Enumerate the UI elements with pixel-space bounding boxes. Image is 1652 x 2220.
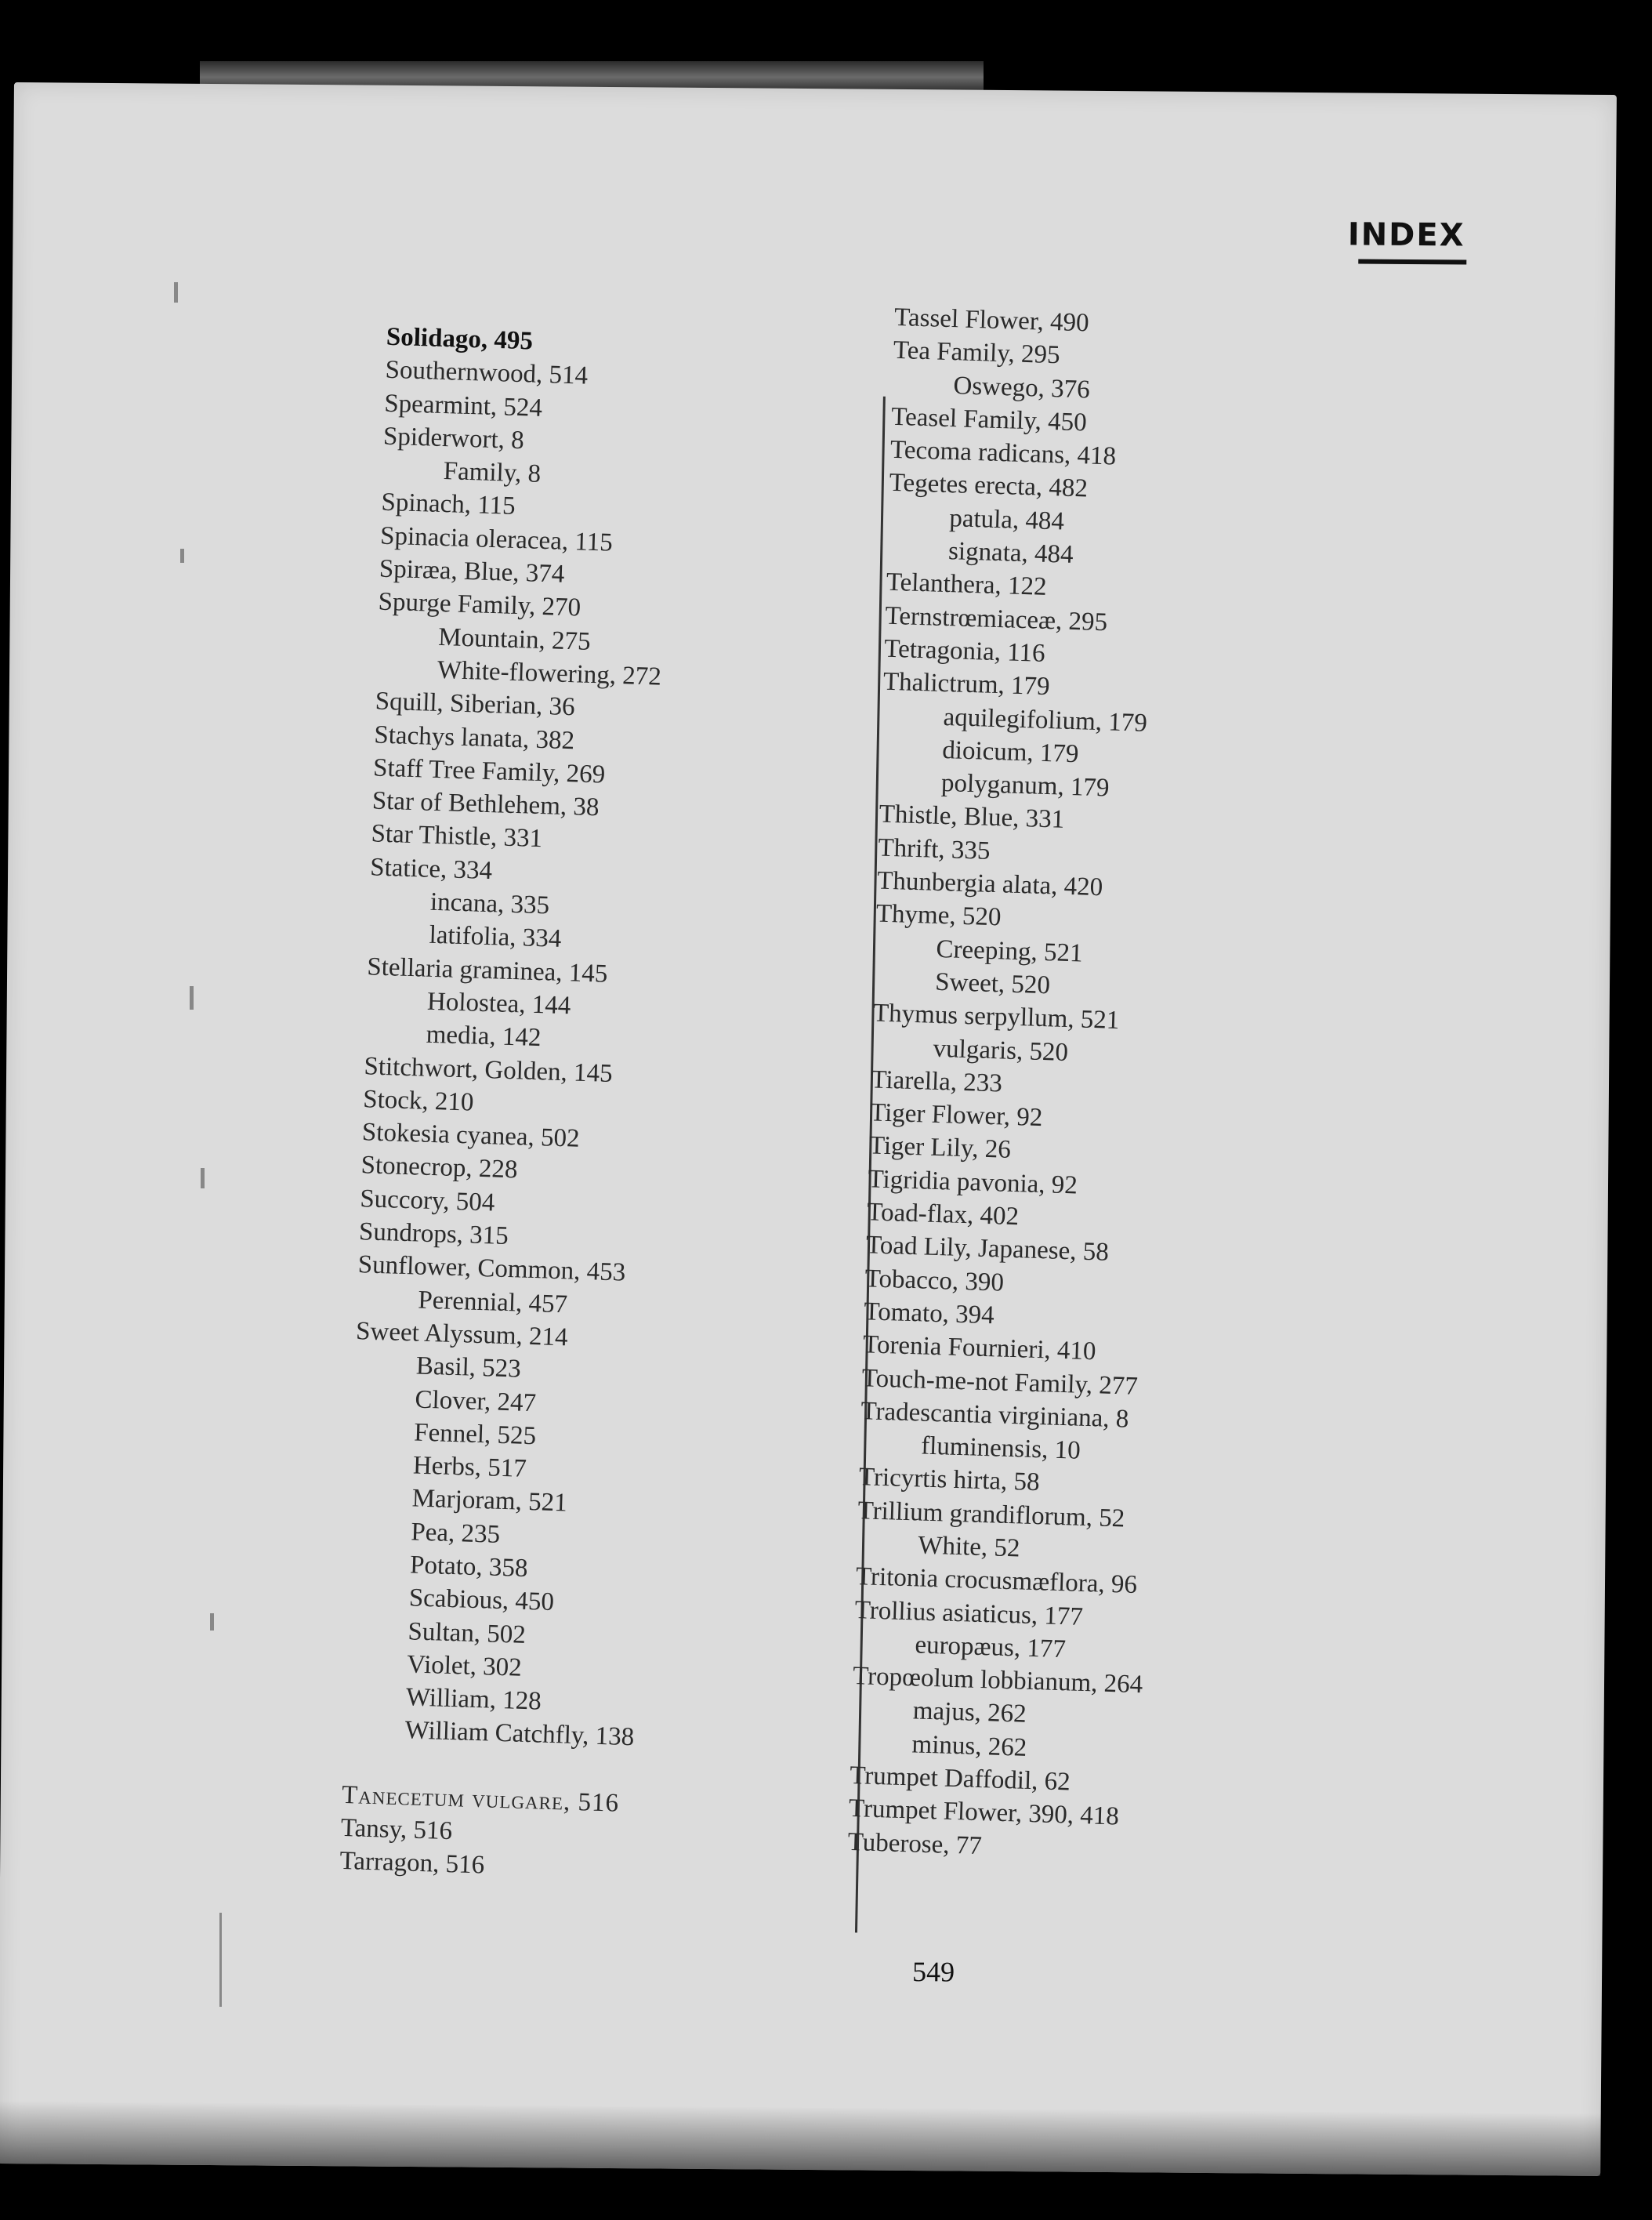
index-entry: Thrift, 335 (877, 833, 991, 865)
index-entry: Spinach, 115 (380, 488, 516, 521)
index-entry: Stock, 210 (362, 1085, 474, 1117)
running-header-title: INDEX (1347, 216, 1465, 254)
index-entry: Tanecetum vulgare, 516 (341, 1780, 620, 1818)
index-subentry: incana, 335 (429, 887, 550, 920)
index-entry: Stokesia cyanea, 502 (361, 1118, 581, 1153)
index-entry: Sweet Alyssum, 214 (355, 1317, 569, 1352)
scan-speck (190, 986, 194, 1010)
index-subentry: Oswego, 376 (953, 371, 1091, 404)
index-subentry: William Catchfly, 138 (404, 1716, 635, 1752)
index-entry: Tecoma radicans, 418 (889, 435, 1117, 471)
index-subentry: Marjoram, 521 (411, 1484, 568, 1518)
index-subentry: fluminensis, 10 (920, 1431, 1081, 1465)
index-entry: Star of Bethlehem, 38 (371, 786, 600, 822)
index-subentry: patula, 484 (948, 503, 1065, 536)
index-entry: Tiger Flower, 92 (869, 1098, 1043, 1133)
index-entry: Touch-me-not Family, 277 (861, 1363, 1139, 1401)
index-entry: Thyme, 520 (875, 899, 1002, 932)
index-entry: Stitchwort, Golden, 145 (364, 1051, 614, 1088)
index-entry: Thistle, Blue, 331 (879, 800, 1065, 835)
index-entry: Statice, 334 (369, 853, 493, 885)
index-entry: Telanthera, 122 (886, 568, 1048, 602)
index-subentry: vulgaris, 520 (933, 1034, 1069, 1067)
index-entry: Spinacia oleracea, 115 (379, 521, 614, 557)
index-entry: Tassel Flower, 490 (893, 303, 1090, 338)
index-entry: Torenia Fournieri, 410 (862, 1330, 1096, 1366)
index-entry: Tarragon, 516 (339, 1847, 485, 1880)
index-subentry: William, 128 (405, 1683, 542, 1716)
index-entry: Tiger Lily, 26 (868, 1131, 1012, 1165)
index-entry: Trumpet Flower, 390, 418 (848, 1794, 1120, 1831)
index-entry: Spearmint, 524 (383, 389, 543, 423)
index-subentry: Family, 8 (443, 457, 542, 489)
index-entry: Tetragonia, 116 (883, 634, 1046, 668)
index-subentry: Scabious, 450 (408, 1583, 555, 1617)
scan-speck (201, 1168, 205, 1188)
index-subentry: White, 52 (917, 1531, 1021, 1563)
index-subentry: Sultan, 502 (408, 1616, 527, 1649)
index-entry: Tuberose, 77 (847, 1827, 983, 1860)
index-entry: Tobacco, 390 (864, 1264, 1005, 1297)
scan-speck (174, 282, 178, 303)
index-entry: Succory, 504 (359, 1184, 495, 1217)
index-entry: Spiderwort, 8 (382, 422, 525, 455)
index-entry: Ternstrœmiaceæ, 295 (885, 601, 1108, 637)
index-entry: Thalictrum, 179 (882, 667, 1051, 702)
index-entry: Solidago, 495 (386, 322, 534, 356)
index-subentry: europæus, 177 (914, 1631, 1067, 1664)
index-subentry: Sweet, 520 (934, 967, 1051, 1000)
index-entry: Tropœolum lobbianum, 264 (852, 1662, 1143, 1699)
index-subentry: signata, 484 (947, 537, 1074, 570)
index-entry: Tigridia pavonia, 92 (868, 1165, 1078, 1200)
index-entry: Stachys lanata, 382 (373, 720, 575, 755)
index-subentry: Mountain, 275 (437, 622, 592, 656)
index-entry: Spurge Family, 270 (378, 587, 581, 622)
index-entry: Trollius asiaticus, 177 (854, 1595, 1084, 1631)
index-subentry: White-flowering, 272 (437, 655, 662, 691)
index-subentry: Herbs, 517 (412, 1451, 527, 1483)
scan-speck (180, 549, 184, 563)
index-column-right (847, 301, 1364, 1873)
index-subentry: Potato, 358 (409, 1551, 528, 1583)
index-entry: Sunflower, Common, 453 (357, 1250, 626, 1287)
index-entry: Southernwood, 514 (385, 356, 589, 390)
scan-speck (219, 1913, 222, 2007)
index-entry: Tradescantia virginiana, 8 (860, 1396, 1129, 1434)
index-subentry: majus, 262 (912, 1696, 1027, 1729)
index-entry: Trillium grandiflorum, 52 (857, 1496, 1125, 1533)
index-subentry: Holostea, 144 (426, 987, 571, 1021)
index-entry: Squill, Siberian, 36 (375, 687, 576, 722)
index-column-left (339, 321, 825, 1892)
index-subentry: dioicum, 179 (941, 735, 1079, 769)
index-entry: Staff Tree Family, 269 (372, 753, 606, 789)
index-subentry: media, 142 (426, 1020, 542, 1053)
index-entry: Tansy, 516 (340, 1813, 453, 1846)
index-entry: Thymus serpyllum, 521 (872, 999, 1120, 1036)
index-entry: Tomato, 394 (863, 1297, 995, 1330)
header-underline (1358, 259, 1466, 264)
index-entry: Tritonia crocusmæflora, 96 (855, 1562, 1138, 1600)
index-entry: Sundrops, 315 (358, 1217, 509, 1251)
index-subentry: Violet, 302 (406, 1650, 523, 1682)
index-entry: Teasel Family, 450 (890, 402, 1088, 437)
index-subentry: Creeping, 521 (936, 934, 1084, 968)
index-entry: Spiræa, Blue, 374 (379, 554, 565, 589)
index-entry: Tegetes erecta, 482 (889, 469, 1089, 503)
index-entry: Toad-flax, 402 (866, 1198, 1020, 1232)
index-subentry: Pea, 235 (410, 1518, 501, 1549)
page-number: 549 (911, 1956, 955, 1988)
index-entry: Star Thistle, 331 (371, 819, 543, 854)
index-subentry: polyganum, 179 (940, 769, 1110, 803)
index-subentry: Fennel, 525 (413, 1418, 537, 1451)
index-subentry: Clover, 247 (415, 1384, 537, 1417)
index-entry: Thunbergia alata, 420 (876, 866, 1103, 902)
index-entry: Tea Family, 295 (893, 336, 1061, 370)
index-entry: Stellaria graminea, 145 (366, 952, 608, 988)
index-subentry: latifolia, 334 (429, 921, 562, 954)
index-entry: Tricyrtis hirta, 58 (858, 1463, 1041, 1497)
index-entry: Tiarella, 233 (870, 1065, 1003, 1098)
index-entry: Trumpet Daffodil, 62 (849, 1761, 1071, 1797)
page-shadow (0, 2101, 1601, 2176)
scan-speck (210, 1613, 214, 1631)
book-page (0, 82, 1617, 2176)
index-subentry: Basil, 523 (415, 1351, 522, 1384)
index-entry: Stonecrop, 228 (360, 1151, 518, 1184)
index-subentry: minus, 262 (911, 1730, 1027, 1762)
index-entry: Toad Lily, Japanese, 58 (865, 1231, 1110, 1268)
index-subentry: aquilegifolium, 179 (943, 702, 1148, 738)
index-subentry: Perennial, 457 (417, 1286, 568, 1319)
